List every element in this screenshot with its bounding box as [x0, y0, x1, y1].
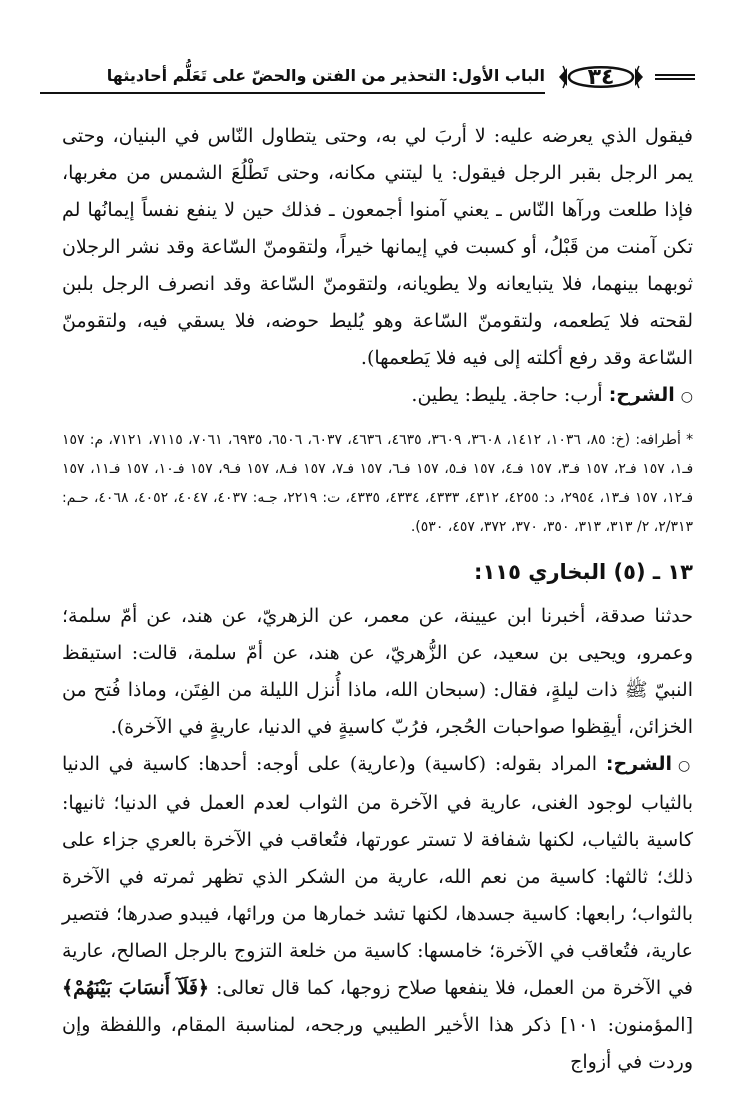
explanation-note — [62, 377, 693, 416]
hadith-heading: ١٣ ـ (٥) البخاري ١١٥: — [474, 560, 693, 584]
chapter-title: الباب الأول: التحذير من الفتن والحضّ على تَعَلُّم أحاديثها — [106, 66, 545, 85]
hadith-continuation: فيقول الذي يعرضه عليه: لا أربَ لي به، وحتى يتطاول النّاس في البنيان، وحتى يمر الرجل بقبر الرجل فيقول: يا ليتني مكانه، وحتى تَطْلُعَ الشمس من مغربها، فإذا طلعت ورآها النّاس ـ يعني آمنوا أجمعون ـ فذلك حين لا ينفع نفساً إيمانُها لم تكن آمنت من قَبْلُ، أو كسبت في إيمانها خيراً، ولتقومنّ السّاعة وقد نشر الرجلان ثوبهما بينهما، فلا يتبايعانه ولا يطويانه، ولتقومنّ السّاعة وقد انصرف الرجل بلبن لقحته فلا يَطعمه، ولتقومنّ السّاعة وهو يُليط حوضه، فلا يسقي فيه، ولتقومنّ السّاعة وقد رفع أكلته إلى فيه فلا يَطعمها). — [62, 125, 693, 369]
bullet-circle-icon: ○ — [677, 758, 693, 774]
note-label: الشرح: — [608, 384, 675, 406]
explanation-note-2 — [62, 746, 693, 1081]
page-number: ٣٤ — [587, 64, 615, 90]
note-text: أرب: حاجة. يليط: يطين. — [411, 384, 609, 406]
bullet-circle-icon: ○ — [680, 389, 693, 405]
page-header — [40, 58, 695, 98]
header-rule — [40, 92, 545, 94]
hadith-text: حدثنا صدقة، أخبرنا ابن عيينة، عن معمر، عن الزهريّ، عن هند، عن أمّ سلمة؛ وعمرو، ويحيى بن سعيد، عن الزُّهريّ، عن هند، عن أمّ سلمة، قالت: استيقظ النبيّ ﷺ ذات ليلةٍ، فقال: (سبحان الله، ماذا أُنزل الليلة من الفِتَن، وماذا فُتح من الخزائن، أيقِظوا صواحبات الحُجر، فرُبّ كاسيةٍ في الدنيا، عاريةٍ في الآخرة). — [62, 605, 693, 738]
quran-verse: ﴿فَلَآ أَنسَابَ بَيْنَهُمْ﴾ — [62, 977, 210, 999]
note-text-continued: [المؤمنون: ١٠١] ذكر هذا الأخير الطيبي ورجحه، لمناسبة المقام، واللفظة وإن وردت في أزواج — [62, 1014, 693, 1073]
references-list: * أطرافه: (خ: ٨٥، ١٠٣٦، ١٤١٢، ٣٦٠٨، ٣٦٠٩، ٤٦٣٥، ٤٦٣٦، ٦٠٣٧، ٦٥٠٦، ٦٩٣٥، ٧٠٦١، ٧١١٥، ٧١٢١، م: ١٥٧ فـ١، ١٥٧ فـ٢، ١٥٧ فـ٣، ١٥٧ فـ٤، ١٥٧ فـ٥، ١٥٧ فـ٦، ١٥٧ فـ٧، ١٥٧ فـ٨، ١٥٧ فـ٩، ١٥٧ فـ١٠، ١٥٧ فـ١١، ١٥٧ فـ١٢، ١٥٧ فـ١٣، ٢٩٥٤، د: ٤٢٥٥، ٤٣١٢، ٤٣٣٣، ٤٣٣٤، ٤٣٣٥، ت: ٢٢١٩، جـه: ٤٠٣٧، ٤٠٤٧، ٤٠٥٢، ٤٠٦٨، حـم: ٢/٣١٣، ٢/ ٣١٣، ٣١٣، ٣٥٠، ٣٧٠، ٣٧٢، ٤٥٧، ٥٣٠). — [62, 432, 694, 535]
note-text: المراد بقوله: (كاسية) و(عارية) على أوجه: أحدها: كاسية في الدنيا بالثياب لوجود الغنى، عارية في الآخرة من الثواب لعدم العمل في الدنيا؛ ثانيها: كاسية بالثياب، لكنها شفافة لا تستر عورتها، فتُعاقب في الآخرة بالعري جزاء على ذلك؛ ثالثها: كاسية من نعم الله، عارية من الشكر الذي تظهر ثمرته في الآخرة بالثواب؛ رابعها: كاسية جسدها، لكنها تشد خمارها من ورائها، فيبدو صدرها؛ فتصير عارية، فتُعاقب في الآخرة؛ خامسها: كاسية من خلعة التزوج بالرجل الصالح، عارية في الآخرة من العمل، فلا ينفعها صلاح زوجها، كما قال تعالى: — [62, 753, 693, 999]
note-label: الشرح: — [605, 753, 672, 775]
header-double-dash — [655, 74, 695, 80]
page-body — [62, 118, 693, 1081]
page-number-badge — [555, 58, 647, 96]
